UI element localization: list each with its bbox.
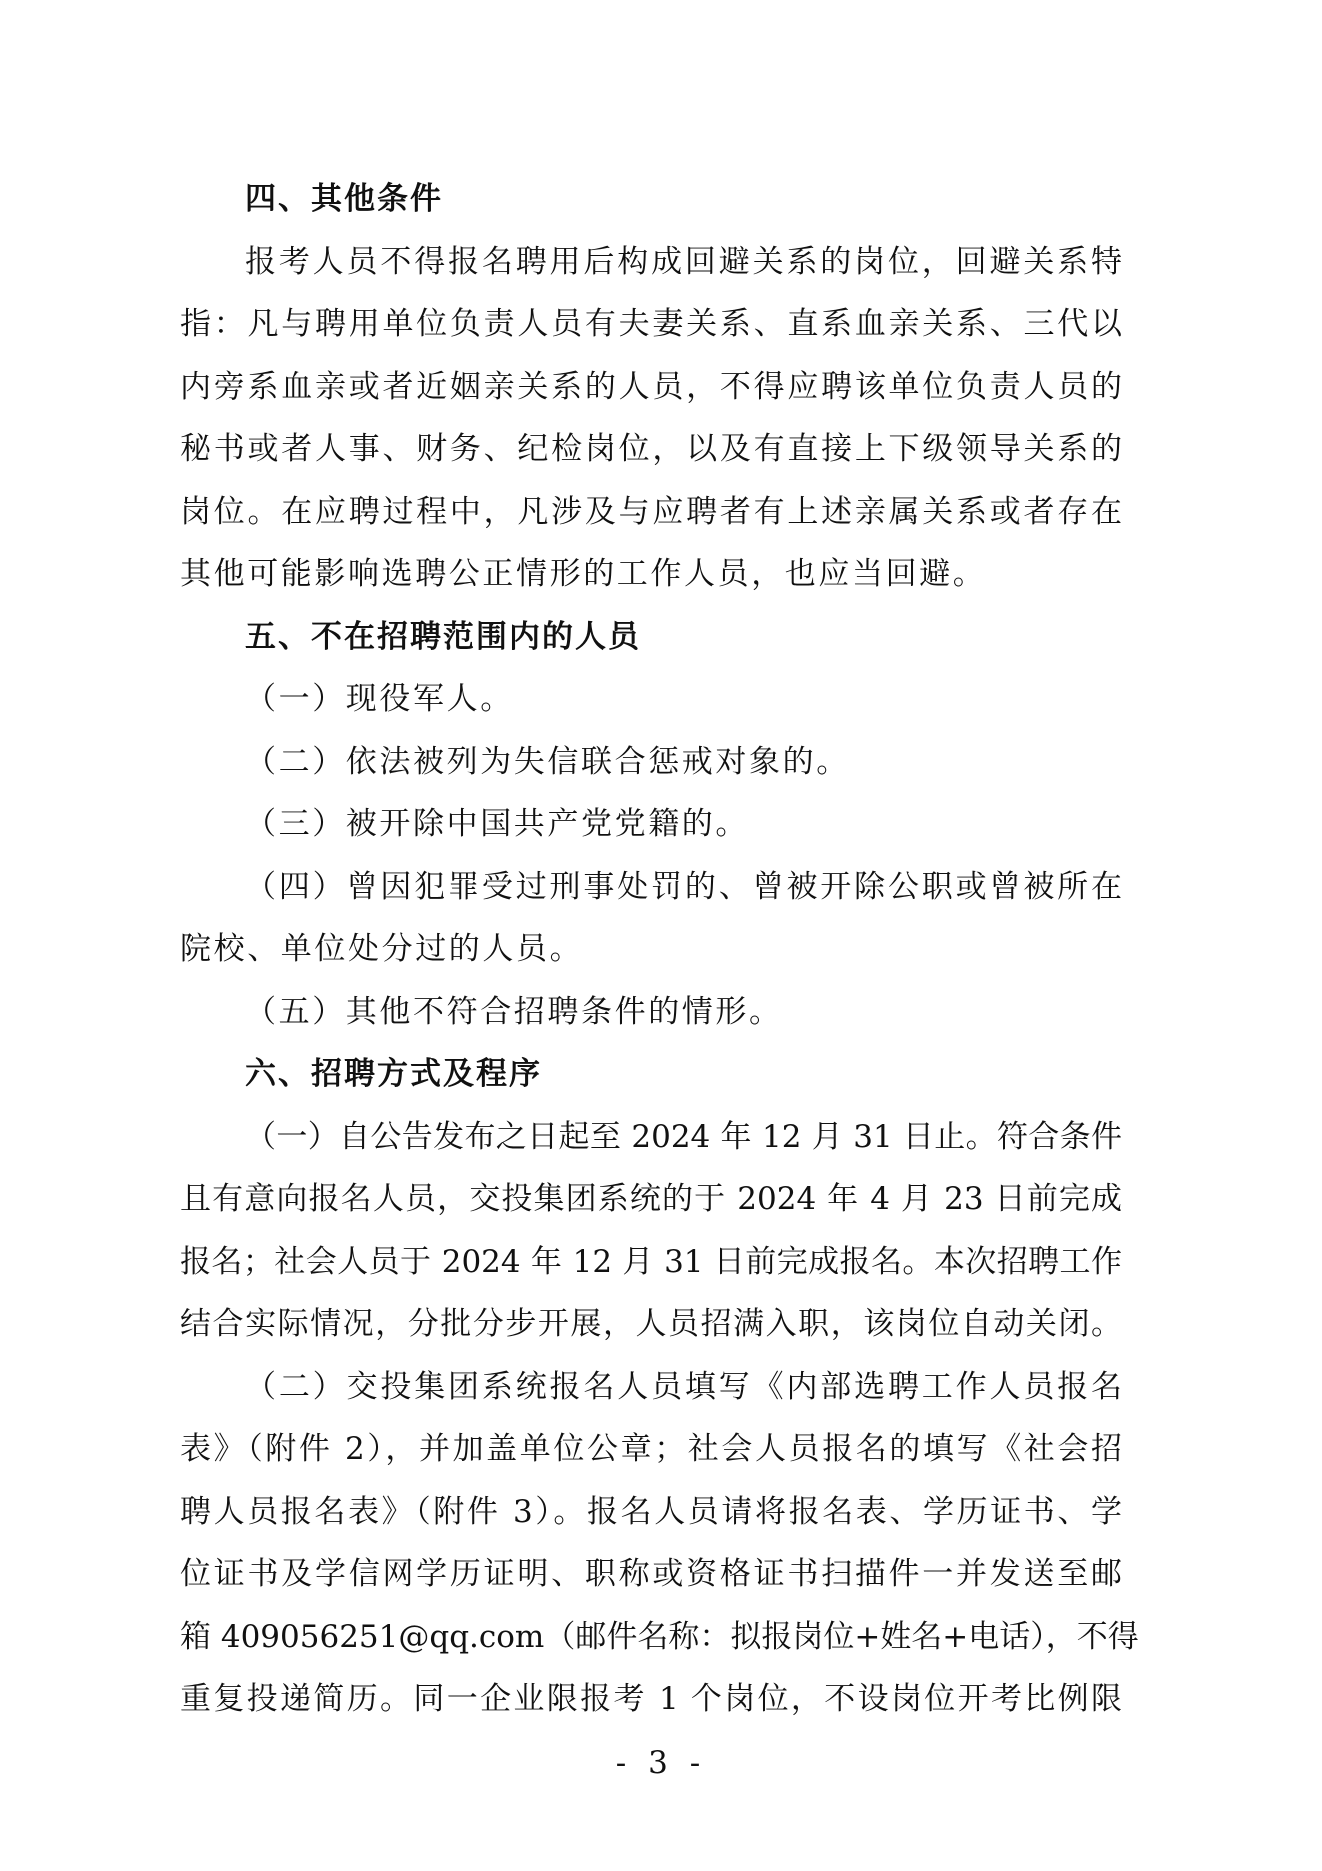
paragraph-line: 指：凡与聘用单位负责人员有夫妻关系、直系血亲关系、三代以 (180, 306, 1122, 342)
paragraph-line: 位证书及学信网学历证明、职称或资格证书扫描件一并发送至邮 (180, 1556, 1122, 1592)
list-item: （五）其他不符合招聘条件的情形。 (245, 993, 783, 1030)
paragraph-line: 结合实际情况，分批分步开展，人员招满入职，该岗位自动关闭。 (180, 1306, 1122, 1342)
paragraph-line: 岗位。在应聘过程中，凡涉及与应聘者有上述亲属关系或者存在 (180, 493, 1122, 530)
section-heading: 四、其他条件 (245, 181, 443, 217)
section-heading: 六、招聘方式及程序 (245, 1056, 542, 1092)
paragraph-line: （一）自公告发布之日起至 2024 年 12 月 31 日止。符合条件 (245, 1118, 1122, 1155)
list-item: （三）被开除中国共产党党籍的。 (245, 806, 749, 842)
paragraph-line: 其他可能影响选聘公正情形的工作人员，也应当回避。 (180, 556, 987, 592)
paragraph-line: 院校、单位处分过的人员。 (180, 931, 584, 967)
section-heading: 五、不在招聘范围内的人员 (245, 618, 641, 655)
document-body (180, 168, 1139, 1731)
paragraph-line: 秘书或者人事、财务、纪检岗位，以及有直接上下级领导关系的 (180, 431, 1122, 467)
paragraph-line: 报考人员不得报名聘用后构成回避关系的岗位，回避关系特 (245, 243, 1122, 280)
paragraph-line: 内旁系血亲或者近姻亲关系的人员，不得应聘该单位负责人员的 (180, 368, 1122, 405)
paragraph-line: 箱 409056251@qq.com（邮件名称：拟报岗位+姓名+电话），不得 (180, 1618, 1139, 1655)
paragraph-line: 重复投递简历。同一企业限报考 1 个岗位，不设岗位开考比例限 (180, 1681, 1122, 1717)
paragraph-line: 聘人员报名表》（附件 3）。报名人员请将报名表、学历证书、学 (180, 1493, 1122, 1530)
paragraph-line: 且有意向报名人员，交投集团系统的于 2024 年 4 月 23 日前完成 (180, 1181, 1122, 1217)
paragraph-line: 表》（附件 2），并加盖单位公章；社会人员报名的填写《社会招 (180, 1431, 1122, 1467)
paragraph-line: （四）曾因犯罪受过刑事处罚的、曾被开除公职或曾被所在 (245, 868, 1122, 905)
page-number: - 3 - (615, 1745, 707, 1781)
paragraph-line: 报名；社会人员于 2024 年 12 月 31 日前完成报名。本次招聘工作 (180, 1243, 1122, 1280)
paragraph-line: （二）交投集团系统报名人员填写《内部选聘工作人员报名 (245, 1368, 1122, 1405)
list-item: （一）现役军人。 (245, 681, 514, 717)
list-item: （二）依法被列为失信联合惩戒对象的。 (245, 743, 850, 780)
